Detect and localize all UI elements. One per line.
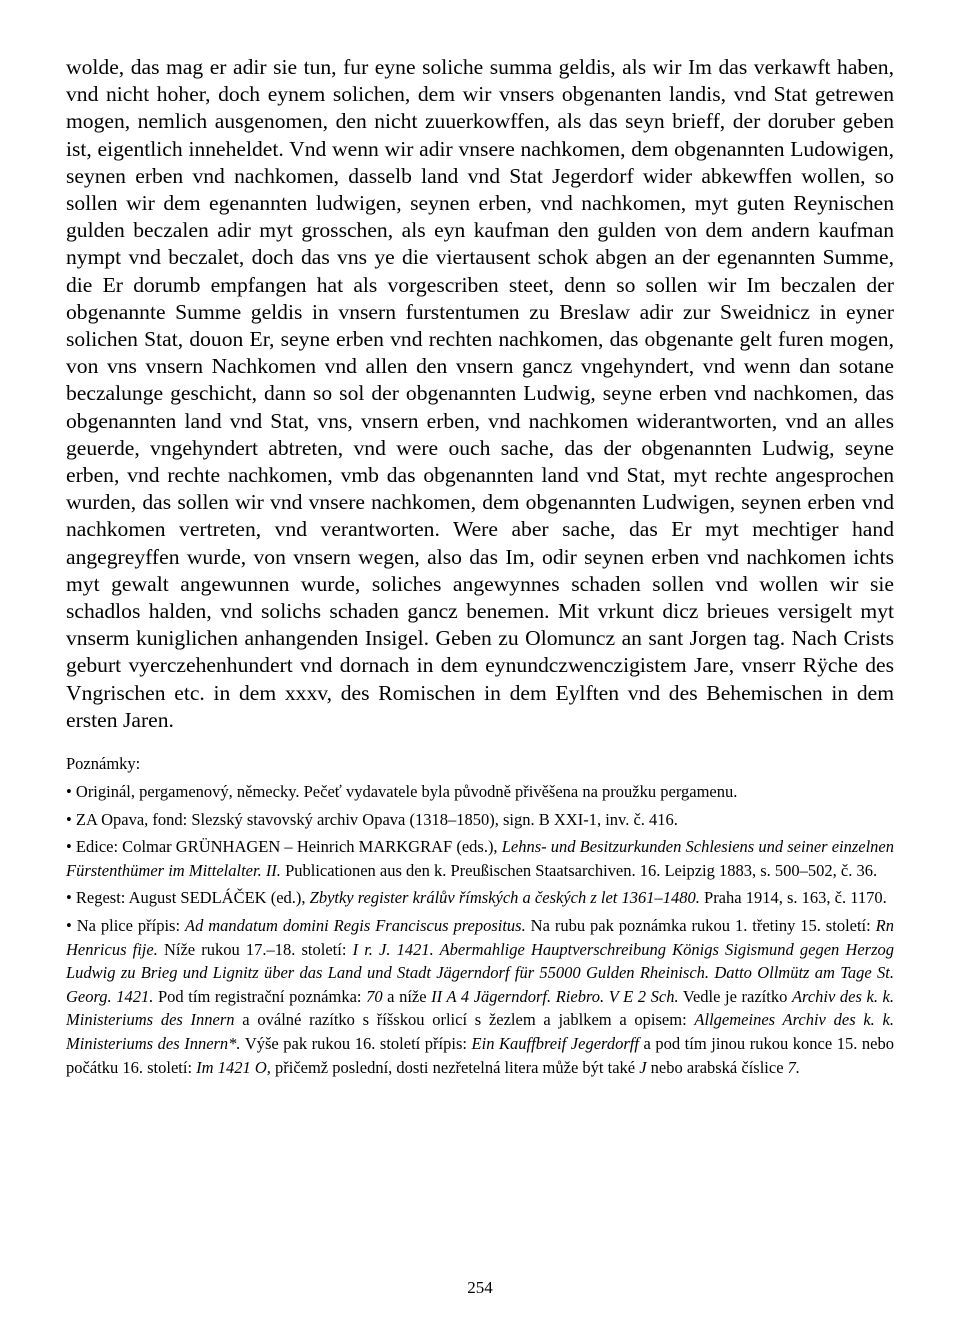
note-edition bbox=[66, 835, 894, 882]
note5-j: II A 4 Jägerndorf. Riebro. V E 2 Sch. bbox=[431, 986, 679, 1006]
page-content bbox=[66, 54, 894, 1083]
note5-n: Allgemeines Archiv des k. k. Ministeriums des Innern*. bbox=[66, 1010, 894, 1054]
note5-o: Výše pak rukou 16. století přípis: bbox=[240, 1034, 472, 1054]
note5-s: přičemž poslední, dosti nezřetelná litera může být také bbox=[270, 1057, 640, 1077]
note5-g: Pod tím registrační poznámka: bbox=[153, 986, 367, 1006]
note5-v: 7. bbox=[787, 1057, 801, 1077]
note-edition-title: Lehns- und Besitzurkunden Schlesiens und seiner einzelnen Fürstenthümer im Mittelalter. II. bbox=[66, 837, 895, 880]
note5-t: J bbox=[639, 1057, 647, 1077]
note-regest-c: Praha 1914, s. 163, č. 1170. bbox=[699, 888, 887, 908]
note5-l: Archiv des k. k. Ministeriums des Innern bbox=[66, 986, 894, 1030]
note5-q: a pod tím jinou rukou konce 15. nebo počátku 16. století: bbox=[66, 1034, 894, 1077]
note-edition-a: • Edice: Colmar GRÜNHAGEN – Heinrich MARKGRAF (eds.), bbox=[66, 837, 502, 857]
note5-r: Im 1421 O, bbox=[196, 1057, 271, 1077]
note5-m: a oválné razítko s říšskou orlicí s žezlem a jablkem a opisem: bbox=[234, 1010, 695, 1030]
note5-d: Rn Henricus fije. bbox=[66, 916, 895, 959]
note-regest-a: • Regest: August SEDLÁČEK (ed.), bbox=[66, 888, 310, 908]
note5-f: I r. J. 1421. Abermahlige Hauptverschreibung Königs Sigismund gegen Herzog Ludwig zu Brieg und Lignitz über das Land und Stadt Jägerndorf für 55000 Gulden Rheinisch. Datto Ollmütz am Tage St. Georg. 1421. bbox=[66, 939, 894, 1006]
note5-b: Ad mandatum domini Regis Franciscus prepositus. bbox=[184, 916, 526, 936]
note5-k: Vedle je razítko bbox=[678, 986, 792, 1006]
charter-text: wolde, das mag er adir sie tun, fur eyne soliche summa geldis, als wir Im das verkawft haben, vnd nicht hoher, doch eynem solichen, dem wir vnsers obgenanten landis, vnd Stat getrewen mogen, nemlich ausgenomen, den nicht zuuerkowffen, als das seyn brieff, der doruber geben ist, eigentlich inneheldet. Vnd wenn wir adir vnsere nachkomen, dem obgenannten Ludowigen, seynen erben vnd nachkomen, dasselb land vnd Stat Jegerdorf wider abkewffen wollen, so sollen wir dem egenannten ludwigen, seynen erben, vnd nachkomen, myt guten Reynischen gulden beczalen adir myt grosschen, als eyn kaufman den gulden von dem andern kaufman nympt vnd beczalet, doch das vns ye die viertausent schok abgen an der egenannten Summe, die Er dorumb empfangen hat als vorgescriben steet, denn so sollen wir Im beczalen der obgenannte Summe geldis in vnsern furstentumen zu Breslaw adir zur Sweidnicz in eyner solichen Stat, douon Er, seyne erben vnd rechten nachkomen, das obgenante gelt furen mogen, von vns vnsern Nachkomen vnd allen den vnsern gancz vngehyndert, vnd wenn dan sotane beczalunge geschicht, dann so sol der obgenannten Ludwig, seyne erben vnd nachkomen, das obgenannten land vnd Stat, vns, vnsern erben, vnd nachkomen widerantworten, vnd an alles geuerde, vngehyndert abtreten, vnd were ouch sache, das der obgenannten Ludwig, seyne erben, vnd rechte nachkomen, vmb das obgenannten land vnd Stat, myt rechte angesprochen wurden, das sollen wir vnd vnsere nachkomen, dem obgenannten Ludwigen, seynen erben vnd nachkomen vertreten, vnd verantworten. Were aber sache, das Er myt mechtiger hand angegreyffen wurde, von vnsern wegen, also das Im, odir seynen erben vnd nachkomen ichts myt gewalt angewunnen wurde, soliches angewynnes schaden sollen vnd wollen wir sie schadlos halden, vnd solichs schaden gancz benemen. Mit vrkunt dicz brieues versigelt myt vnserm kuniglichen anhangenden Insigel. Geben zu Olomuncz an sant Jorgen tag. Nach Crists geburt vyerczehenhundert vnd dornach in dem eynundczwenczigistem Jare, vnserr Rÿche des Vngrischen etc. in dem xxxv, des Romischen in dem Eylften vnd des Behemischen in dem ersten Jaren. bbox=[66, 55, 894, 732]
note5-p: Ein Kauffbreif Jegerdorff bbox=[471, 1034, 639, 1054]
note5-a: • Na plice přípis: bbox=[66, 916, 185, 936]
note5-e: Níže rukou 17.–18. století: bbox=[157, 939, 353, 959]
note5-u: nebo arabská číslice bbox=[646, 1057, 788, 1077]
note-archive: • ZA Opava, fond: Slezský stavovský archiv Opava (1318–1850), sign. B XXI-1, inv. č. 416. bbox=[66, 809, 678, 829]
note-original: • Originál, pergamenový, německy. Pečeť vydavatele byla původně přivěšena na proužku pergamenu. bbox=[66, 782, 738, 802]
note-edition-c: Publicationen aus den k. Preußischen Staatsarchiven. 16. Leipzig 1883, s. 500–502, č. 36. bbox=[280, 860, 878, 880]
note5-h: 70 bbox=[366, 986, 383, 1006]
note-regest bbox=[66, 886, 894, 910]
page-number: 254 bbox=[467, 1278, 493, 1297]
note-inscriptions bbox=[66, 914, 894, 1079]
note5-c: Na rubu pak poznámka rukou 1. třetiny 15. století: bbox=[525, 916, 876, 936]
note-regest-title: Zbytky register králův římských a českých z let 1361–1480. bbox=[309, 888, 700, 908]
notes-heading: Poznámky: bbox=[66, 754, 141, 774]
note5-i: a níže bbox=[382, 986, 432, 1006]
